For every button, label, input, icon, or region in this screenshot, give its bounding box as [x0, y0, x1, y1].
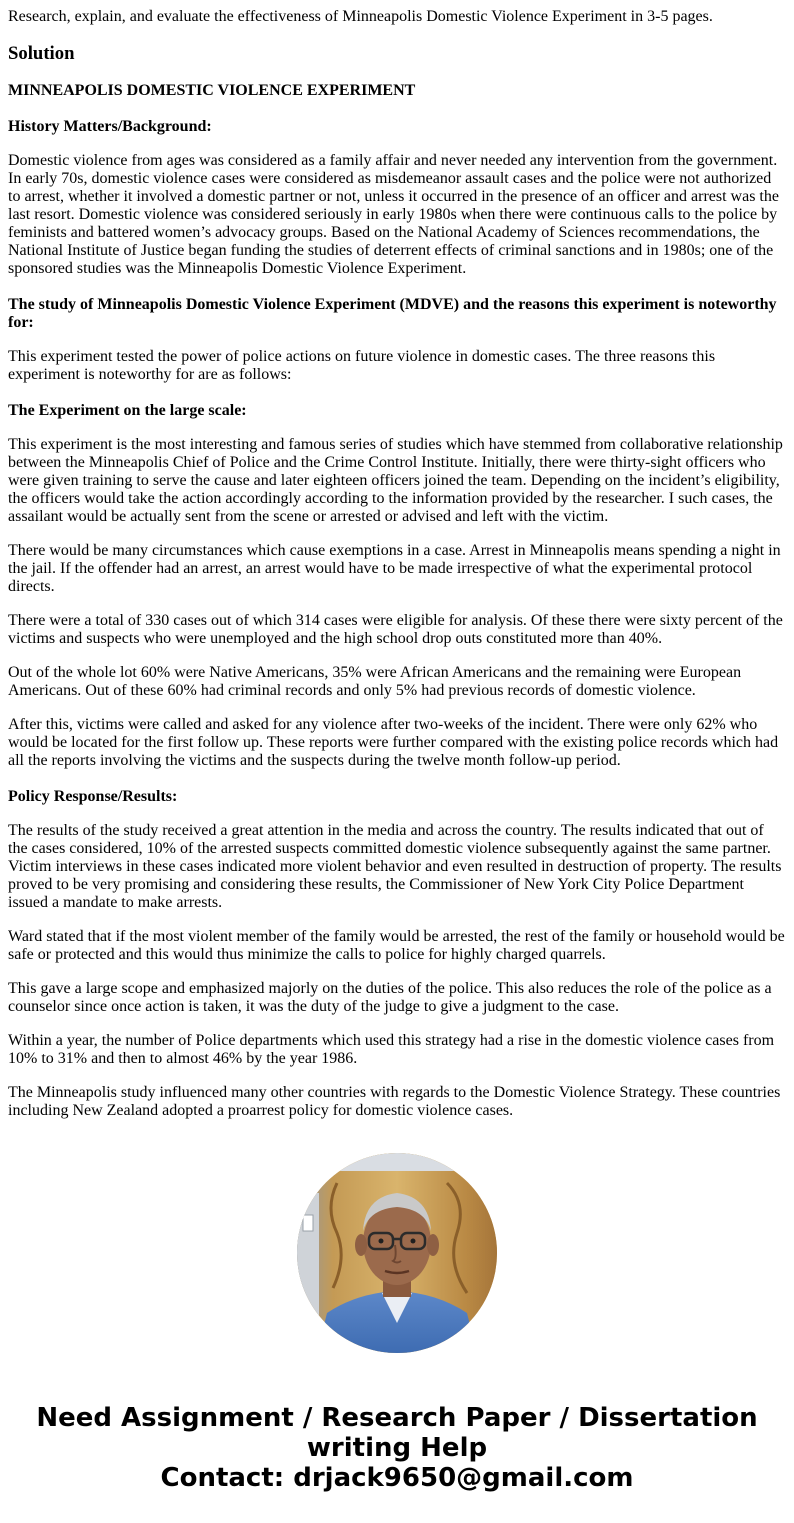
promo-contact: Contact: drjack9650@gmail.com	[160, 1463, 634, 1493]
author-photo-avatar	[297, 1153, 497, 1353]
policy-paragraph-1: The results of the study received a great attention in the media and across the country. The results indicated that out of the cases considered, 10% of the arrested suspects committed domestic violence subsequently against the same partner. Victim interviews in these cases indicated more violent behavior and even resulted in destruction of property. The results proved to be very promising and considering these results, the Commissioner of New York City Police Department issued a mandate to make arrests.	[8, 822, 782, 911]
author-photo-icon	[297, 1153, 497, 1353]
experiment-paragraph-5: After this, victims were called and asked for any violence after two-weeks of the incident. There were only 62% who would be located for the first follow up. These reports were further compared with the existing police records which had all the reports involving the victims and the suspects during the twelve month follow-up period.	[8, 716, 779, 769]
history-paragraph: Domestic violence from ages was considered as a family affair and never needed any intervention from the government. In early 70s, domestic violence cases were considered as misdemeanor assault cases and the police were not authorized to arrest, whether it involved a domestic partner or not, unless it occurred in the presence of an officer and arrest was the last resort. Domestic violence was considered seriously in early 1980s when there were continuous calls to the police by feminists and battered women’s advocacy groups. Based on the National Academy of Sciences recommendations, the National Institute of Justice began funding the studies of deterrent effects of criminal sanctions and in 1980s; one of the sponsored studies was the Minneapolis Domestic Violence Experiment.	[8, 152, 779, 277]
experiment-paragraph-3: There were a total of 330 cases out of which 314 cases were eligible for analysis. Of these there were sixty percent of the victims and suspects who were unemployed and the high school drop outs constituted more than 40%.	[8, 612, 783, 647]
experiment-paragraph-2: There would be many circumstances which cause exemptions in a case. Arrest in Minneapolis means spending a night in the jail. If the offender had an arrest, an arrest would have to be made irrespective of what the experimental protocol directs.	[8, 542, 781, 595]
study-paragraph: This experiment tested the power of police actions on future violence in domestic cases. The three reasons this experiment is noteworthy for are as follows:	[8, 348, 716, 383]
solution-heading: Solution	[8, 43, 75, 64]
promo-line-1: Need Assignment / Research Paper / Dissertation	[36, 1403, 758, 1433]
experiment-paragraph-4: Out of the whole lot 60% were Native Americans, 35% were African Americans and the remaining were European Americans. Out of these 60% had criminal records and only 5% had previous records of domestic violence.	[8, 664, 742, 699]
experiment-paragraph-1: This experiment is the most interesting and famous series of studies which have stemmed from collaborative relationship between the Minneapolis Chief of Police and the Crime Control Institute. Initially, there were thirty-sight officers who were given training to serve the cause and later eighteen officers joined the team. Depending on the incident’s eligibility, the officers would take the action accordingly according to the information provided by the researcher. I such cases, the assailant would be actually sent from the scene or arrested or advised and left with the victim.	[8, 436, 783, 525]
policy-paragraph-3: This gave a large scope and emphasized majorly on the duties of the police. This also reduces the role of the police as a counselor since once action is taken, it was the duty of the judge to give a judgment to the case.	[8, 980, 772, 1015]
policy-paragraph-4: Within a year, the number of Police departments which used this strategy had a rise in the domestic violence cases from 10% to 31% and then to almost 46% by the year 1986.	[8, 1032, 775, 1067]
promo-line-2: writing Help	[306, 1433, 488, 1463]
study-heading: The study of Minneapolis Domestic Violence Experiment (MDVE) and the reasons this experiment is noteworthy for:	[8, 296, 777, 331]
document-body	[8, 8, 786, 1120]
policy-paragraph-5: The Minneapolis study influenced many other countries with regards to the Domestic Violence Strategy. These countries including New Zealand adopted a proarrest policy for domestic violence cases.	[8, 1084, 781, 1119]
history-heading: History Matters/Background:	[8, 118, 212, 135]
experiment-heading: The Experiment on the large scale:	[8, 402, 247, 419]
document-title: MINNEAPOLIS DOMESTIC VIOLENCE EXPERIMENT	[8, 82, 416, 99]
question-text: Research, explain, and evaluate the effectiveness of Minneapolis Domestic Violence Experiment in 3-5 pages.	[8, 8, 713, 25]
promo-banner	[0, 1403, 794, 1493]
policy-paragraph-2: Ward stated that if the most violent member of the family would be arrested, the rest of the family or household would be safe or protected and this would thus minimize the calls to police for highly charged quarrels.	[8, 928, 785, 963]
policy-heading: Policy Response/Results:	[8, 788, 178, 805]
